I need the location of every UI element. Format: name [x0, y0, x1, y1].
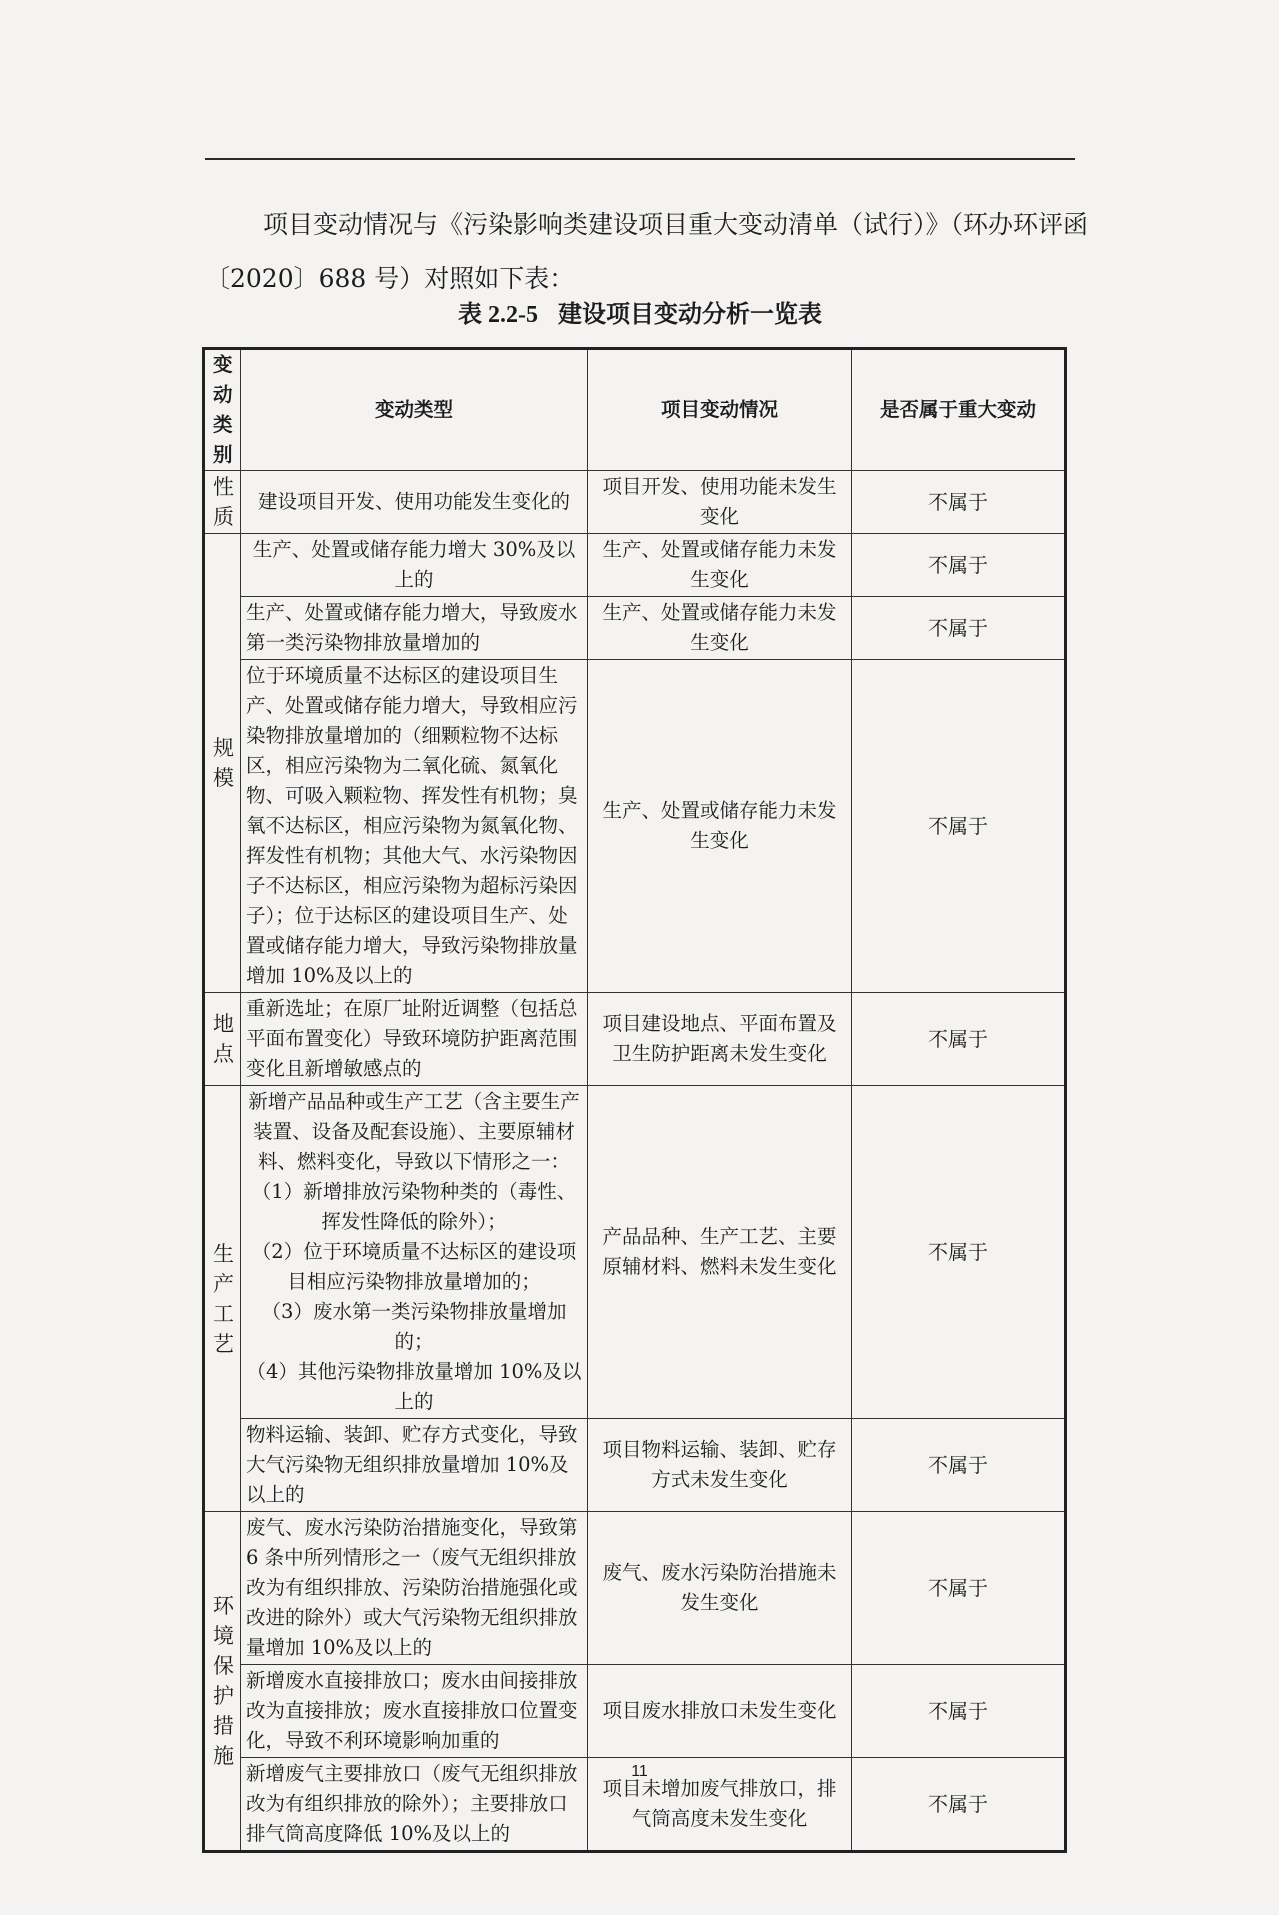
page-number: 11 — [631, 1763, 648, 1780]
row-type: 废气、废水污染防治措施变化，导致第 6 条中所列情形之一（废气无组织排放改为有组织排放、污染防治措施强化或改进的除外）或大气污染物无组织排放量增加 10%及以上的 — [241, 1512, 588, 1665]
category-nature: 性质 — [204, 471, 241, 534]
row-type: 生产、处置或储存能力增大 30%及以上的 — [241, 534, 588, 597]
table-row — [204, 597, 1066, 660]
row-major: 不属于 — [852, 534, 1066, 597]
table-header-row — [204, 349, 1066, 471]
header-category: 变动类别 — [204, 349, 241, 471]
category-scale: 规模 — [204, 534, 241, 993]
row-type: 建设项目开发、使用功能发生变化的 — [241, 471, 588, 534]
header-situation: 项目变动情况 — [588, 349, 852, 471]
table-row — [204, 1419, 1066, 1512]
change-analysis-table — [202, 347, 1067, 1853]
type-line: （3）废水第一类污染物排放量增加的； — [261, 1300, 567, 1353]
row-major: 不属于 — [852, 1086, 1066, 1419]
table-row — [204, 1665, 1066, 1758]
header-type: 变动类型 — [241, 349, 588, 471]
category-location: 地点 — [204, 993, 241, 1086]
intro-paragraph — [205, 198, 1089, 306]
table-row — [204, 1512, 1066, 1665]
row-major: 不属于 — [852, 1512, 1066, 1665]
row-major: 不属于 — [852, 993, 1066, 1086]
header-major: 是否属于重大变动 — [852, 349, 1066, 471]
row-situation: 项目废水排放口未发生变化 — [588, 1665, 852, 1758]
intro-line-2: 〔2020〕688 号）对照如下表： — [205, 264, 575, 293]
row-type: 新增废水直接排放口；废水由间接排放改为直接排放；废水直接排放口位置变化，导致不利环境影响加重的 — [241, 1665, 588, 1758]
table-row — [204, 660, 1066, 993]
row-major: 不属于 — [852, 597, 1066, 660]
row-situation: 生产、处置或储存能力未发生变化 — [588, 660, 852, 993]
table-number: 表 2.2-5 — [458, 302, 538, 328]
table-row — [204, 534, 1066, 597]
table-title: 建设项目变动分析一览表 — [558, 300, 822, 328]
row-situation: 项目开发、使用功能未发生变化 — [588, 471, 852, 534]
row-major: 不属于 — [852, 1665, 1066, 1758]
row-major: 不属于 — [852, 471, 1066, 534]
row-major: 不属于 — [852, 660, 1066, 993]
row-major: 不属于 — [852, 1419, 1066, 1512]
type-line: 新增产品品种或生产工艺（含主要生产装置、设备及配套设施）、主要原辅材料、燃料变化，导致以下情形之一： — [248, 1090, 580, 1173]
row-type: 位于环境质量不达标区的建设项目生产、处置或储存能力增大，导致相应污染物排放量增加的（细颗粒物不达标区，相应污染物为二氧化硫、氮氧化物、可吸入颗粒物、挥发性有机物；臭氧不达标区，相应污染物为氮氧化物、挥发性有机物；其他大气、水污染物因子不达标区，相应污染物为超标污染因子）；位于达标区的建设项目生产、处置或储存能力增大，导致污染物排放量增加 10%及以上的 — [241, 660, 588, 993]
row-situation: 项目物料运输、装卸、贮存方式未发生变化 — [588, 1419, 852, 1512]
header-rule — [205, 158, 1075, 160]
row-situation: 生产、处置或储存能力未发生变化 — [588, 597, 852, 660]
row-situation: 项目未增加废气排放口，排气筒高度未发生变化 — [588, 1758, 852, 1852]
row-situation: 产品品种、生产工艺、主要原辅材料、燃料未发生变化 — [588, 1086, 852, 1419]
type-line: （4）其他污染物排放量增加 10%及以上的 — [246, 1360, 582, 1413]
intro-line-1: 项目变动情况与《污染影响类建设项目重大变动清单（试行）》（环办环评函 — [263, 210, 1089, 239]
row-type: 重新选址；在原厂址附近调整（包括总平面布置变化）导致环境防护距离范围变化且新增敏感点的 — [241, 993, 588, 1086]
row-situation: 项目建设地点、平面布置及卫生防护距离未发生变化 — [588, 993, 852, 1086]
row-type: 新增废气主要排放口（废气无组织排放改为有组织排放的除外）；主要排放口排气筒高度降低 10%及以上的 — [241, 1758, 588, 1852]
table-row — [204, 1086, 1066, 1419]
row-situation: 废气、废水污染防治措施未发生变化 — [588, 1512, 852, 1665]
type-line: （1）新增排放污染物种类的（毒性、挥发性降低的除外）； — [251, 1180, 577, 1233]
type-line: （2）位于环境质量不达标区的建设项目相应污染物排放量增加的； — [251, 1240, 577, 1293]
row-type: 物料运输、装卸、贮存方式变化，导致大气污染物无组织排放量增加 10%及以上的 — [241, 1419, 588, 1512]
row-major: 不属于 — [852, 1758, 1066, 1852]
table-row — [204, 993, 1066, 1086]
table-caption — [205, 294, 1075, 329]
table-row — [204, 471, 1066, 534]
row-situation: 生产、处置或储存能力未发生变化 — [588, 534, 852, 597]
category-env: 环境保护措施 — [204, 1512, 241, 1852]
category-process: 生产工艺 — [204, 1086, 241, 1512]
row-type — [241, 1086, 588, 1419]
row-type: 生产、处置或储存能力增大，导致废水第一类污染物排放量增加的 — [241, 597, 588, 660]
